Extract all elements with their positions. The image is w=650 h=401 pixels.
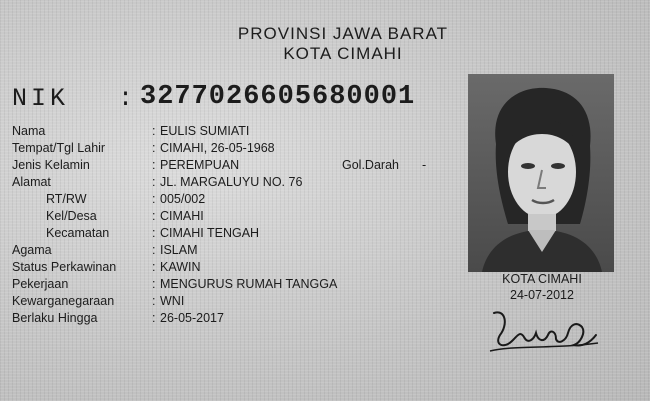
field-row-rtrw bbox=[12, 191, 462, 207]
field-label: Pekerjaan bbox=[12, 277, 69, 291]
city-title: KOTA CIMAHI bbox=[283, 44, 403, 63]
field-value: CIMAHI bbox=[160, 209, 204, 223]
field-label: Agama bbox=[12, 243, 52, 257]
portrait-photo bbox=[468, 74, 614, 272]
province-title: PROVINSI JAWA BARAT bbox=[237, 24, 449, 43]
gol-darah-value: - bbox=[422, 158, 427, 172]
field-value: ISLAM bbox=[160, 243, 198, 257]
field-row-nama bbox=[12, 123, 462, 139]
field-value: PEREMPUAN bbox=[160, 158, 240, 172]
field-colon: : bbox=[152, 311, 156, 325]
field-colon: : bbox=[152, 124, 156, 138]
field-label: Kel/Desa bbox=[46, 209, 97, 223]
field-row-status-perkawinan bbox=[12, 259, 462, 275]
signature bbox=[486, 305, 606, 361]
field-colon: : bbox=[152, 192, 156, 206]
nik-colon: : bbox=[118, 84, 134, 113]
field-value: JL. MARGALUYU NO. 76 bbox=[160, 175, 303, 189]
field-row-kewarganegaraan bbox=[12, 293, 462, 309]
issued-city: KOTA CIMAHI bbox=[502, 272, 582, 286]
field-row-berlaku-hingga bbox=[12, 310, 462, 326]
issued-date: 24-07-2012 bbox=[510, 288, 574, 302]
field-row-ttl bbox=[12, 140, 462, 156]
field-value: CIMAHI, 26-05-1968 bbox=[160, 141, 275, 155]
field-colon: : bbox=[152, 209, 156, 223]
field-value: 26-05-2017 bbox=[160, 311, 224, 325]
field-value: 005/002 bbox=[160, 192, 206, 206]
field-colon: : bbox=[152, 294, 156, 308]
field-value: EULIS SUMIATI bbox=[160, 124, 250, 138]
nik-label: NIK bbox=[12, 84, 70, 113]
field-label: Kecamatan bbox=[46, 226, 110, 240]
field-colon: : bbox=[152, 226, 156, 240]
field-colon: : bbox=[152, 277, 156, 291]
gol-darah-label: Gol.Darah bbox=[342, 158, 399, 172]
field-label: RT/RW bbox=[46, 192, 87, 206]
field-label: Status Perkawinan bbox=[12, 260, 117, 274]
field-row-jenis-kelamin bbox=[12, 157, 462, 173]
field-value: CIMAHI TENGAH bbox=[160, 226, 260, 240]
nik-value: 3277026605680001 bbox=[140, 82, 416, 112]
field-row-kel-desa bbox=[12, 208, 462, 224]
field-colon: : bbox=[152, 175, 156, 189]
field-label: Alamat bbox=[12, 175, 51, 189]
field-value: MENGURUS RUMAH TANGGA bbox=[160, 277, 338, 291]
field-row-agama bbox=[12, 242, 462, 258]
field-colon: : bbox=[152, 243, 156, 257]
field-label: Jenis Kelamin bbox=[12, 158, 90, 172]
field-colon: : bbox=[152, 141, 156, 155]
field-label: Nama bbox=[12, 124, 46, 138]
field-label: Berlaku Hingga bbox=[12, 311, 98, 325]
field-label: Tempat/Tgl Lahir bbox=[12, 141, 106, 155]
field-row-alamat bbox=[12, 174, 462, 190]
field-colon: : bbox=[152, 260, 156, 274]
field-colon: : bbox=[152, 158, 156, 172]
field-value: WNI bbox=[160, 294, 185, 308]
field-row-pekerjaan bbox=[12, 276, 462, 292]
field-row-kecamatan bbox=[12, 225, 462, 241]
field-label: Kewarganegaraan bbox=[12, 294, 115, 308]
field-value: KAWIN bbox=[160, 260, 201, 274]
